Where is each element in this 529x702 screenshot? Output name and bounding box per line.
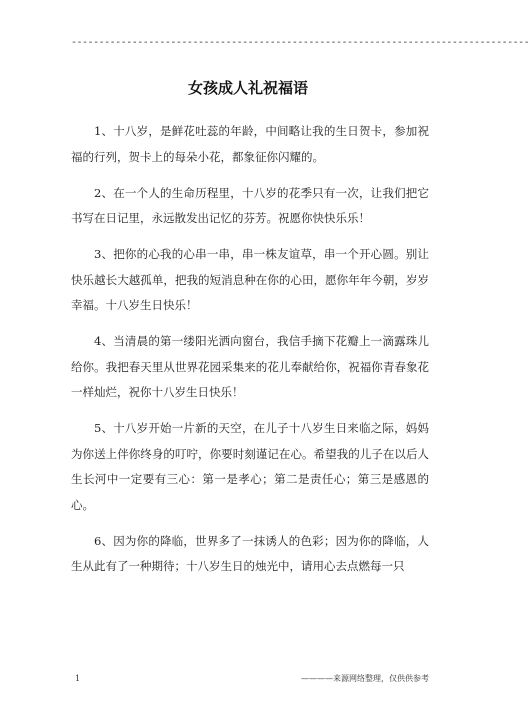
paragraph-5: 5、十八岁开始一片新的天空，在儿子十八岁生日来临之际，妈妈为你送上伴你终身的叮咛，你要时刻谨记在心。希望我的儿子在以后人生长河中一定要有三心：第一是孝心；第二是责任心；第三是感恩的心。 xyxy=(71,421,429,512)
paragraph-3: 3、把你的心我的心串一串，串一株友谊草，串一个开心圆。别让快乐越长大越孤单，把我的短消息种在你的心田，愿你年年今朝，岁岁幸福。十八岁生日快乐！ xyxy=(71,247,429,312)
paragraph-4: 4、当清晨的第一缕阳光洒向窗台，我信手摘下花瓣上一滴露珠儿给你。我把春天里从世界花园采集来的花儿奉献给你，祝福你青春象花一样灿烂，祝你十八岁生日快乐！ xyxy=(71,334,429,399)
page-footer xyxy=(71,673,429,687)
paragraph-6: 6、因为你的降临，世界多了一抹诱人的色彩；因为你的降临，人生从此有了一种期待；十八岁生日的烛光中，请用心去点燃每一只 xyxy=(71,533,429,573)
document-body xyxy=(71,119,429,590)
document-title: 女孩成人礼祝福语 xyxy=(187,79,308,97)
paragraph-2: 2、在一个人的生命历程里，十八岁的花季只有一次，让我们把它书写在日记里，永远散发出记忆的芬芳。祝愿你快快乐乐！ xyxy=(71,185,429,225)
source-note: ————来源网络整理，仅供供参考 xyxy=(301,674,429,683)
paragraph-1: 1、十八岁，是鲜花吐蕊的年龄，中间略让我的生日贺卡，参加祝福的行列，贺卡上的每朵小花，都象征你闪耀的。 xyxy=(71,124,429,164)
page-number: 1 xyxy=(75,674,81,683)
header-dashed-rule: ----------------------------------------------------------------------------------- xyxy=(71,37,529,48)
